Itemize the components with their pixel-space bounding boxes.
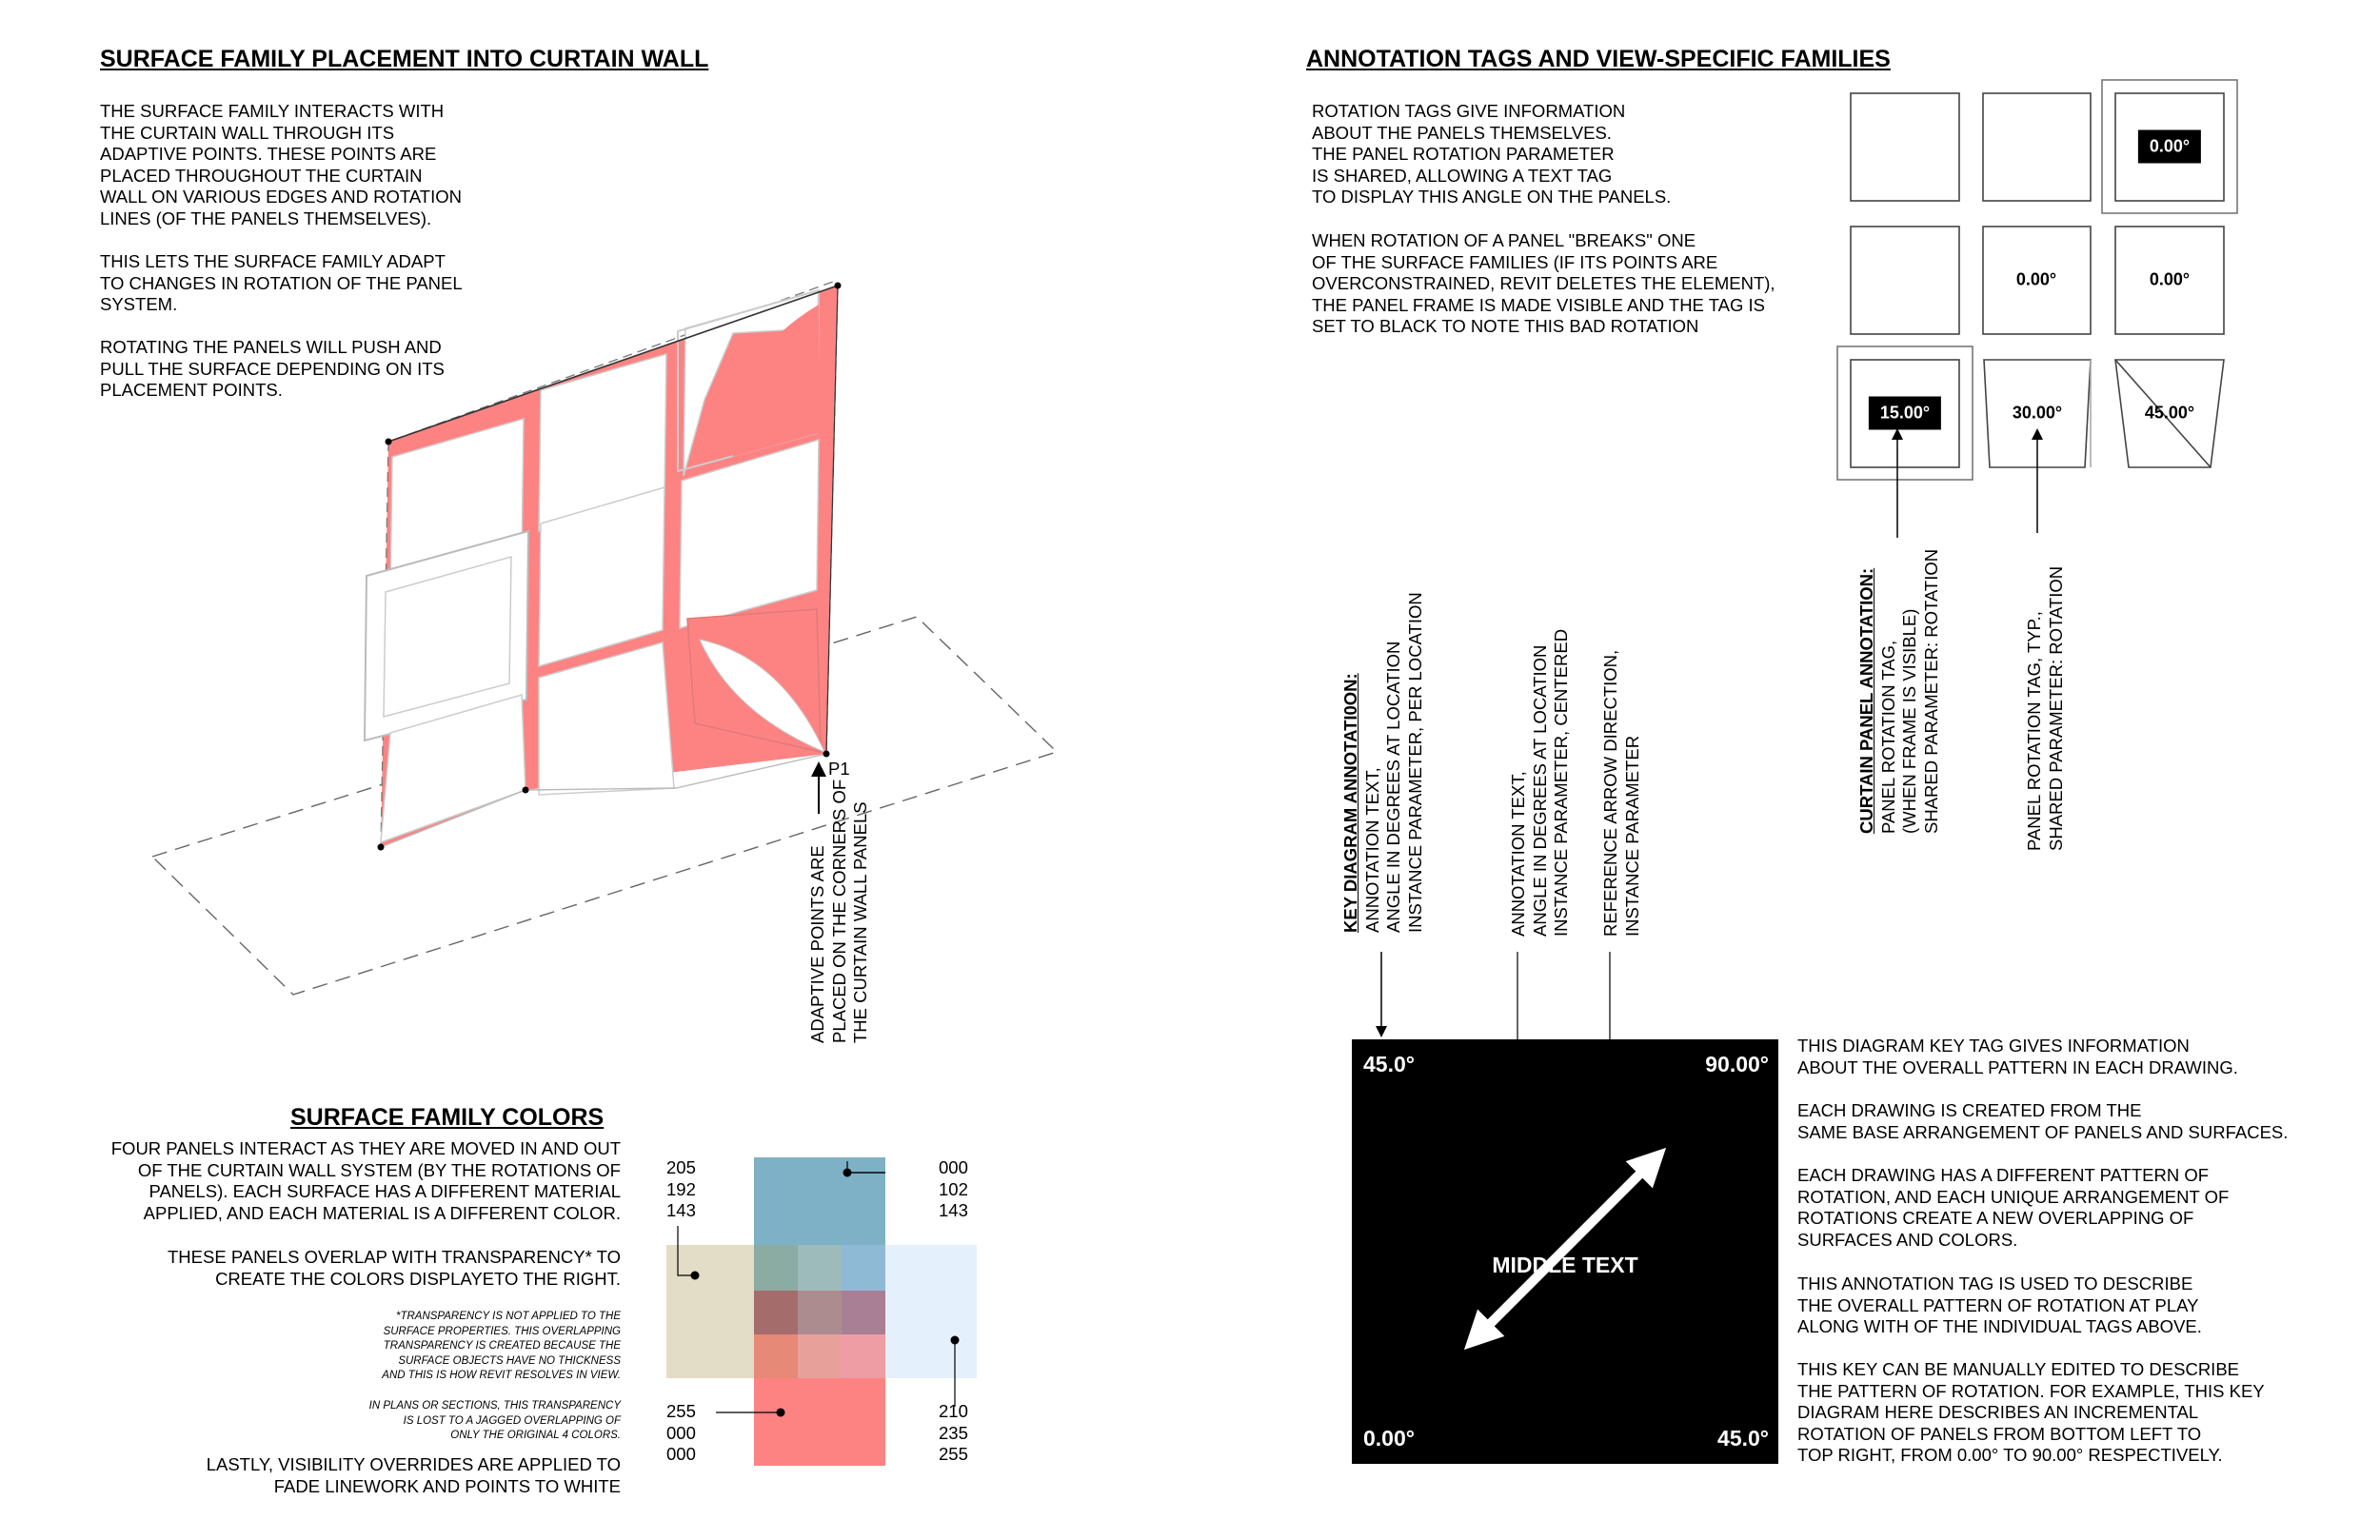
tag-frame [1851,227,1959,334]
rotation-tags-paragraph: ROTATION TAGS GIVE INFORMATION ABOUT THE PANELS THEMSELVES. THE PANEL ROTATION PARAMETER IS SHARED, ALLOWING A TEXT TAG TO DISPLAY THIS ANGLE ON THE PANELS. [1312,101,1672,207]
swatch-light [885,1245,977,1378]
rotating-paragraph: ROTATING THE PANELS WILL PUSH AND PULL THE SURFACE DEPENDING ON ITS PLACEMENT POINTS. [100,337,445,401]
adaptive-point [378,844,385,851]
swatch-mix-6 [842,1291,885,1334]
point-label-p1: P1 [828,759,850,779]
reference-arrow-note: REFERENCE ARROW DIRECTION, INSTANCE PARAMETER [1600,649,1642,937]
adaptive-point [523,787,529,794]
breaks-paragraph: WHEN ROTATION OF A PANEL "BREAKS" ONE OF THE SURFACE FAMILIES (IF ITS POINTS ARE OVERCONSTRAINED, REVIT DELETES THE ELEMENT), THE PANEL FRAME IS MADE VISIBLE AND THE TAG IS SET TO BLACK TO NOTE THIS BAD ROTATION [1312,230,1775,337]
key-bottom-right-angle: 45.0° [1717,1426,1769,1451]
swatch-mix-8 [798,1334,842,1378]
color-swatch-diagram [666,1157,977,1466]
left-title: SURFACE FAMILY PLACEMENT INTO CURTAIN WALL [100,46,709,72]
tag-r3c2: 30.00° [2012,403,2063,423]
key-middle-text: MIDDLE TEXT [1492,1253,1638,1277]
section-footnote: IN PLANS OR SECTIONS, THIS TRANSPARENCY IS LOST TO A JAGGED OVERLAPPING OF ONLY THE ORIGINAL 4 COLORS. [368,1400,621,1442]
leader-dot [843,1169,852,1177]
swatch-mix-9 [842,1334,885,1378]
key-desc-1: THIS DIAGRAM KEY TAG GIVES INFORMATION ABOUT THE OVERALL PATTERN IN EACH DRAWING. [1797,1036,2238,1077]
key-desc-3: EACH DRAWING HAS A DIFFERENT PATTERN OF ROTATION, AND EACH UNIQUE ARRANGEMENT OF ROTATIONS CREATE A NEW OVERLAPPING OF SURFACES AND COLORS. [1797,1165,2230,1250]
key-desc-4: THIS ANNOTATION TAG IS USED TO DESCRIBE THE OVERALL PATTERN OF ROTATION AT PLAY ALONG WITH OF THE INDIVIDUAL TAGS ABOVE. [1797,1273,2202,1337]
panel-tag-note: PANEL ROTATION TAG, TYP., SHARED PARAMETER: ROTATION [2024,565,2066,851]
adaptive-point [823,751,830,758]
tag-frame [1983,93,2091,201]
key-body: ANNOTATION TEXT, ANGLE IN DEGREES AT LOCATION INSTANCE PARAMETER, PER LOCATION [1361,592,1425,933]
adapt-paragraph: THIS LETS THE SURFACE FAMILY ADAPT TO CHANGES IN ROTATION OF THE PANEL SYSTEM. [100,251,463,315]
key-top-left-angle: 45.0° [1363,1052,1415,1076]
swatch-blue [754,1157,885,1245]
tag-r3c1: 15.00° [1869,397,1941,430]
annotation-text-note: ANNOTATION TEXT, ANGLE IN DEGREES AT LOCATION INSTANCE PARAMETER, CENTERED [1508,628,1572,937]
swatch-mix-4 [754,1291,798,1334]
swatch-mix-2 [798,1245,842,1291]
adaptive-point [835,283,842,289]
tag-r3c3: 45.00° [2144,403,2195,423]
key-heading: KEY DIAGRAM ANNOTATI0ON: [1340,673,1360,933]
swatch-mix-5 [798,1291,842,1334]
colors-title: SURFACE FAMILY COLORS [290,1104,605,1131]
rgb-red: 255 000 000 [666,1401,696,1465]
colors-paragraph-3: LASTLY, VISIBILITY OVERRIDES ARE APPLIED TO FADE LINEWORK AND POINTS TO WHITE [206,1454,621,1496]
tag-r2c2: 0.00° [2015,269,2057,289]
colors-paragraph-1: FOUR PANELS INTERACT AS THEY ARE MOVED IN AND OUT OF THE CURTAIN WALL SYSTEM (BY THE ROTATIONS OF PANELS). EACH SURFACE HAS A DIFFERENT MATERIAL APPLIED, AND EACH MATERIAL IS A DIFFERENT COLOR. [110,1138,621,1223]
key-desc-2: EACH DRAWING IS CREATED FROM THE SAME BASE ARRANGEMENT OF PANELS AND SURFACES. [1797,1100,2289,1142]
swatch-tan [666,1245,754,1378]
right-title: ANNOTATION TAGS AND VIEW-SPECIFIC FAMILIES [1306,46,1891,72]
tag-frame [1851,93,1959,201]
swatch-red [754,1378,885,1466]
key-desc-5: THIS KEY CAN BE MANUALLY EDITED TO DESCRIBE THE PATTERN OF ROTATION. FOR EXAMPLE, THIS KEY DIAGRAM HERE DESCRIBES AN INCREMENTAL ROTATION OF PANELS FROM BOTTOM LEFT TO TOP RIGHT, FROM 0.00° TO 90.00° RESPECTIVELY. [1797,1359,2265,1466]
swatch-mix-1 [754,1245,798,1291]
swatch-mix-3 [842,1245,885,1291]
leader-dot [691,1272,700,1280]
tag-r1c3: 0.00° [2138,130,2201,164]
colors-paragraph-2: THESE PANELS OVERLAP WITH TRANSPARENCY* TO CREATE THE COLORS DISPLAYETO THE RIGHT. [168,1247,621,1289]
key-diagram-annotation [1340,592,1426,933]
swatch-mix-7 [754,1334,798,1378]
adaptive-point [386,439,392,445]
transparency-footnote: *TRANSPARENCY IS NOT APPLIED TO THE SURFACE PROPERTIES. THIS OVERLAPPING TRANSPARENCY IS CREATED BECAUSE THE SURFACE OBJECTS HAVE NO THICKNESS AND THIS IS HOW REVIT RESOLVES IN VIEW. [382,1311,621,1382]
adaptive-points-note: ADAPTIVE POINTS ARE PLACED ON THE CORNERS OF THE CURTAIN WALL PANELS [807,779,871,1043]
rgb-light: 210 235 255 [939,1401,968,1465]
curtain-heading: CURTAIN PANEL ANNOTATION: [1856,567,1876,834]
curtain-body: PANEL ROTATION TAG, (WHEN FRAME IS VISIBLE) SHARED PARAMETER: ROTATION [1877,548,1941,834]
curtain-panel-annotation [1856,549,1942,834]
key-top-right-angle: 90.00° [1705,1052,1769,1076]
rgb-blue: 000 102 143 [939,1157,968,1221]
tag-r2c3: 0.00° [2149,269,2191,289]
rgb-tan: 205 192 143 [666,1157,696,1221]
intro-paragraph: THE SURFACE FAMILY INTERACTS WITH THE CURTAIN WALL THROUGH ITS ADAPTIVE POINTS. THESE POINTS ARE PLACED THROUGHOUT THE CURTAIN WALL ON VARIOUS EDGES AND ROTATION LINES (OF THE PANELS THEMSELVES). [100,101,462,228]
key-bottom-left-angle: 0.00° [1363,1426,1415,1451]
